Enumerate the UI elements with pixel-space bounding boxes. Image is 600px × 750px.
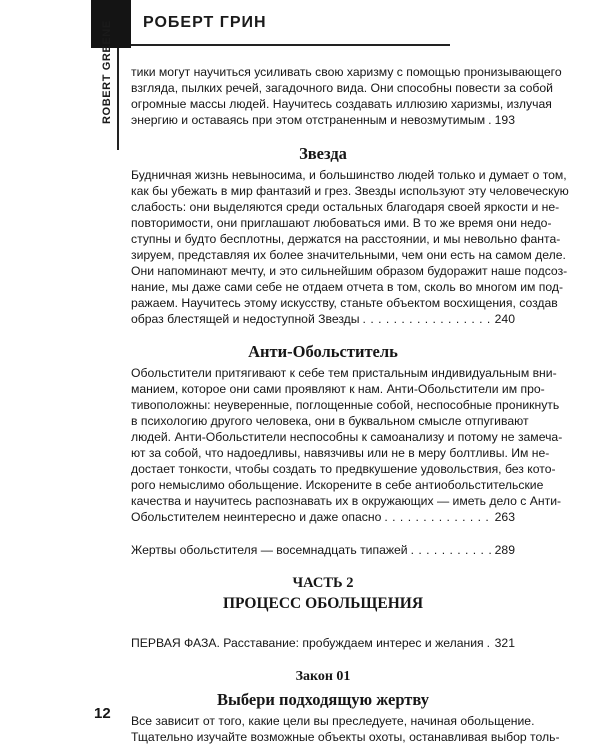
text-line: нание, мы даже сами себе не отдаем отчета в том, сколь во многом им под-: [131, 280, 564, 294]
law-paragraph: [131, 713, 560, 745]
star-toc-line: [131, 311, 515, 327]
text-line: в психологию другого человека, они в буквальном смысле отпугивают: [131, 414, 529, 428]
running-head: РОБЕРТ ГРИН: [143, 14, 267, 31]
text-line: Тщательно изучайте возможные объекты охоты, останавливая выбор толь-: [131, 730, 560, 744]
text-line: огромные массы людей. Научитесь создавать иллюзию харизмы, излучая: [131, 97, 552, 111]
dot-leader: [488, 112, 492, 128]
header-rule: [131, 44, 450, 46]
text-line: зируем, представляя их более значительными, чем они есть на самом деле.: [131, 248, 566, 262]
text-line: Будничная жизнь невыносима, и большинство людей только и думает о том,: [131, 168, 567, 182]
law-title: Выбери подходящую жертву: [217, 690, 429, 709]
dot-leader: [411, 542, 492, 558]
part-number: ЧАСТЬ 2: [292, 575, 354, 591]
dot-leader: [487, 635, 492, 651]
text-line: людей. Анти-Обольстители неспособны к самоанализу и потому не замеча-: [131, 430, 563, 444]
text-line: как бы убежать в мир фантазий и грез. Звезды используют эту человеческую: [131, 184, 569, 198]
victims-label: Жертвы обольстителя — восемнадцать типажей: [131, 543, 408, 557]
anti-paragraph: [131, 365, 563, 509]
page-number: 12: [94, 705, 111, 722]
section-title-anti: Анти-Обольститель: [248, 342, 398, 361]
phase-label: ПЕРВАЯ ФАЗА. Расставание: пробуждаем интерес и желания: [131, 636, 484, 650]
text-line: качества и научитесь распознавать их в окружающих — иметь дело с Анти-: [131, 494, 562, 508]
law-number: Закон 01: [295, 669, 351, 684]
page-ref: 240: [494, 312, 515, 326]
dot-leader: [384, 509, 491, 525]
text-line: ют за собой, что надоедливы, навязчивы или не в меру болтливы. Им не-: [131, 446, 550, 460]
intro-last-line: энергию и оставаясь при этом отстраненным и невозмутимым: [131, 113, 486, 127]
page-ref: 263: [494, 510, 515, 524]
intro-toc-line: [131, 112, 515, 128]
text-line: Все зависит от того, какие цели вы преследуете, начиная обольщение.: [131, 714, 535, 728]
text-line: тивоположны: неуверенные, поглощенные собой, неспособные проникнуть: [131, 398, 560, 412]
page-ref: 321: [494, 636, 515, 650]
section-title-star: Звезда: [299, 144, 347, 163]
text-line: повторимости, они приглашают любоваться ими. В то же время они недо-: [131, 216, 552, 230]
text-line: взгляда, пылких речей, загадочного вида. Они способны повести за собой: [131, 81, 553, 95]
text-line: ражаем. Научитесь этому искусству, станьте объектом восхищения, создав: [131, 296, 558, 310]
text-line: манием, которое они сами проявляют к нам. Анти-Обольстители им про-: [131, 382, 545, 396]
spine-author: ROBERT GREENE: [101, 20, 113, 124]
text-line: ступны и будто бесплотны, держатся на расстоянии, и мы невольно фанта-: [131, 232, 561, 246]
text-line: Обольстители притягивают к себе тем пристальным индивидуальным вни-: [131, 366, 557, 380]
anti-last-line: Обольстителем неинтересно и даже опасно: [131, 510, 382, 524]
text-line: достает тонкости, чтобы создать то предвкушение удовольствия, без кото-: [131, 462, 556, 476]
text-line: рого немыслимо обольщение. Искорените в себе антиобольстительские: [131, 478, 544, 492]
text-line: тики могут научиться усиливать свою харизму с помощью пронизывающего: [131, 65, 562, 79]
page-content: [131, 64, 569, 745]
victims-toc-line: [131, 542, 515, 558]
dot-leader: [363, 311, 492, 327]
star-last-line: образ блестящей и недоступной Звезды: [131, 312, 360, 326]
part-title: ПРОЦЕСС ОБОЛЬЩЕНИЯ: [222, 595, 424, 612]
anti-toc-line: [131, 509, 515, 525]
page-ref: 289: [494, 543, 515, 557]
text-line: слабость: они выделяются среди остальных благодаря своей яркости и не-: [131, 200, 560, 214]
star-paragraph: [131, 167, 569, 311]
page-ref: 193: [494, 113, 515, 127]
text-line: Они напоминают мечту, и это сильнейшим образом будоражит наше подсоз-: [131, 264, 568, 278]
intro-paragraph: [131, 64, 562, 112]
spine-rule: [117, 48, 119, 150]
phase-toc-line: [131, 635, 515, 651]
